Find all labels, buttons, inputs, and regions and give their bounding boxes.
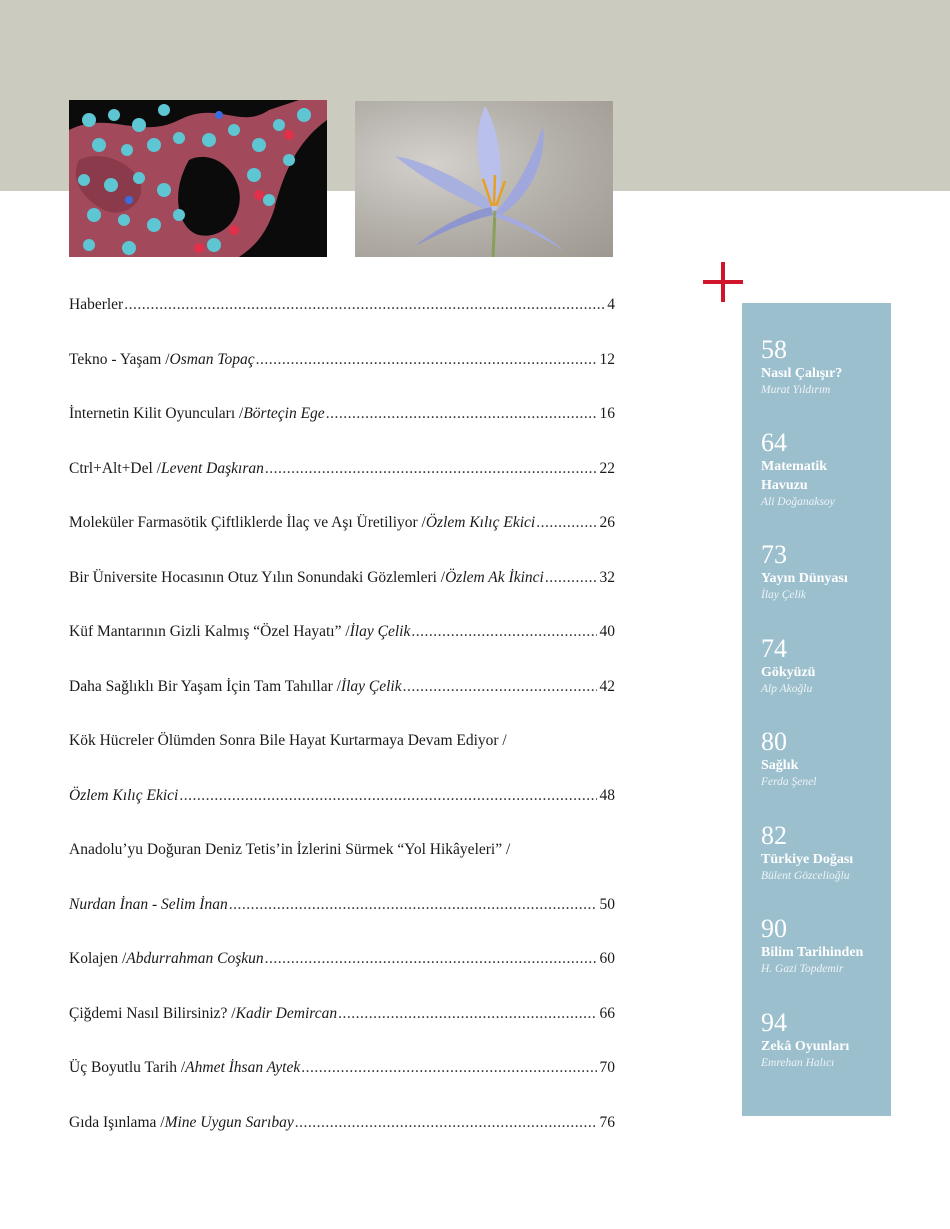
cells-micrograph-image bbox=[69, 100, 327, 257]
sidebar-section[interactable] bbox=[761, 542, 886, 602]
sidebar-section[interactable] bbox=[761, 916, 886, 976]
section-author: Ferda Şenel bbox=[761, 776, 817, 788]
sidebar-section[interactable] bbox=[761, 729, 886, 789]
toc-page-number: 12 bbox=[599, 350, 615, 368]
toc-entry[interactable]: Tekno - Yaşam / Osman Topaç ..... 12 bbox=[69, 351, 615, 406]
section-page-number: 94 bbox=[761, 1008, 787, 1037]
section-title: Gökyüzü bbox=[761, 665, 816, 680]
toc-page-number: 40 bbox=[599, 623, 615, 640]
toc-entry[interactable]: Anadolu’yu Doğuran Deniz Tetis’in İzlerini Sürmek “Yol Hikâyeleri” / bbox=[69, 841, 511, 858]
toc-page-number: 48 bbox=[599, 786, 615, 804]
toc-page-number: 42 bbox=[599, 677, 615, 695]
section-title: Yayın Dünyası bbox=[761, 571, 848, 586]
toc-page-number: 4 bbox=[607, 296, 615, 313]
section-title: Sağlık bbox=[761, 758, 799, 773]
toc-page-number: 70 bbox=[599, 1059, 615, 1076]
section-title: Bilim Tarihinden bbox=[761, 945, 864, 960]
section-page-number: 80 bbox=[761, 727, 787, 756]
toc-entry[interactable]: Kök Hücreler Ölümden Sonra Bile Hayat Kurtarmaya Devam Ediyor / bbox=[69, 732, 507, 749]
toc-page-number: 22 bbox=[599, 459, 615, 477]
section-author: Murat Yıldırım bbox=[761, 384, 831, 396]
toc-page-number: 60 bbox=[599, 950, 615, 967]
section-title: Nasıl Çalışır? bbox=[761, 366, 843, 381]
sidebar-section[interactable] bbox=[761, 636, 886, 696]
toc-page-number: 16 bbox=[599, 405, 615, 422]
sidebar-section[interactable] bbox=[761, 337, 886, 397]
toc-page-number: 76 bbox=[599, 1113, 615, 1131]
toc-entry[interactable]: Özlem Kılıç Ekici ..... 48 bbox=[69, 787, 615, 842]
sidebar-section[interactable] bbox=[761, 823, 886, 883]
section-author: Alp Akoğlu bbox=[761, 683, 813, 695]
section-page-number: 73 bbox=[761, 540, 787, 569]
sidebar-section[interactable] bbox=[761, 430, 886, 509]
toc-entry[interactable]: İnternetin Kilit Oyuncuları / Börteçin Ege ..... 16 bbox=[69, 405, 615, 460]
toc-entry[interactable]: Bir Üniversite Hocasının Otuz Yılın Sonundaki Gözlemleri / Özlem Ak İkinci ..... 32 bbox=[69, 569, 615, 624]
toc-entry[interactable]: Daha Sağlıklı Bir Yaşam İçin Tam Tahıllar / İlay Çelik ..... 42 bbox=[69, 678, 615, 733]
section-author: Emrehan Halıcı bbox=[761, 1057, 835, 1069]
toc-entry[interactable]: Çiğdemi Nasıl Bilirsiniz? / Kadir Demircan ..... 66 bbox=[69, 1005, 615, 1060]
section-title: Matematik Havuzu bbox=[761, 459, 828, 493]
toc-page-number: 50 bbox=[599, 895, 615, 913]
sections-sidebar bbox=[742, 303, 891, 1116]
section-page-number: 82 bbox=[761, 821, 787, 850]
section-author: Ali Doğanaksoy bbox=[761, 496, 835, 508]
toc-entry[interactable]: Moleküler Farmasötik Çiftliklerde İlaç ve Aşı Üretiliyor / Özlem Kılıç Ekici ..... 26 bbox=[69, 514, 615, 569]
toc-entry[interactable]: Küf Mantarının Gizli Kalmış “Özel Hayatı” / İlay Çelik ..... 40 bbox=[69, 623, 615, 678]
toc-entry[interactable]: Nurdan İnan - Selim İnan ..... 50 bbox=[69, 896, 615, 951]
section-page-number: 58 bbox=[761, 335, 787, 364]
crocus-flower-image bbox=[355, 101, 613, 257]
section-page-number: 64 bbox=[761, 428, 787, 457]
toc-entry[interactable]: Üç Boyutlu Tarih / Ahmet İhsan Aytek ..... 70 bbox=[69, 1059, 615, 1114]
section-author: H. Gazi Topdemir bbox=[761, 963, 844, 975]
toc-entry[interactable]: Haberler ..... 4 bbox=[69, 296, 615, 351]
sidebar-section[interactable] bbox=[761, 1010, 886, 1070]
toc-page-number: 26 bbox=[599, 514, 615, 531]
toc-page-number: 66 bbox=[599, 1004, 615, 1022]
section-page-number: 90 bbox=[761, 914, 787, 943]
section-title: Türkiye Doğası bbox=[761, 852, 854, 867]
toc-entry[interactable]: Gıda Işınlama / Mine Uygun Sarıbay ..... 76 bbox=[69, 1114, 615, 1169]
toc-entry[interactable]: Kolajen / Abdurrahman Coşkun ..... 60 bbox=[69, 950, 615, 1005]
toc-entry[interactable]: Ctrl+Alt+Del / Levent Daşkıran ..... 22 bbox=[69, 460, 615, 515]
section-title: Zekâ Oyunları bbox=[761, 1039, 850, 1054]
plus-mark-icon bbox=[703, 262, 743, 302]
section-author: Bülent Gözcelioğlu bbox=[761, 870, 850, 882]
table-of-contents bbox=[69, 296, 615, 1168]
section-page-number: 74 bbox=[761, 634, 787, 663]
section-author: İlay Çelik bbox=[761, 589, 807, 601]
toc-page-number: 32 bbox=[599, 568, 615, 586]
